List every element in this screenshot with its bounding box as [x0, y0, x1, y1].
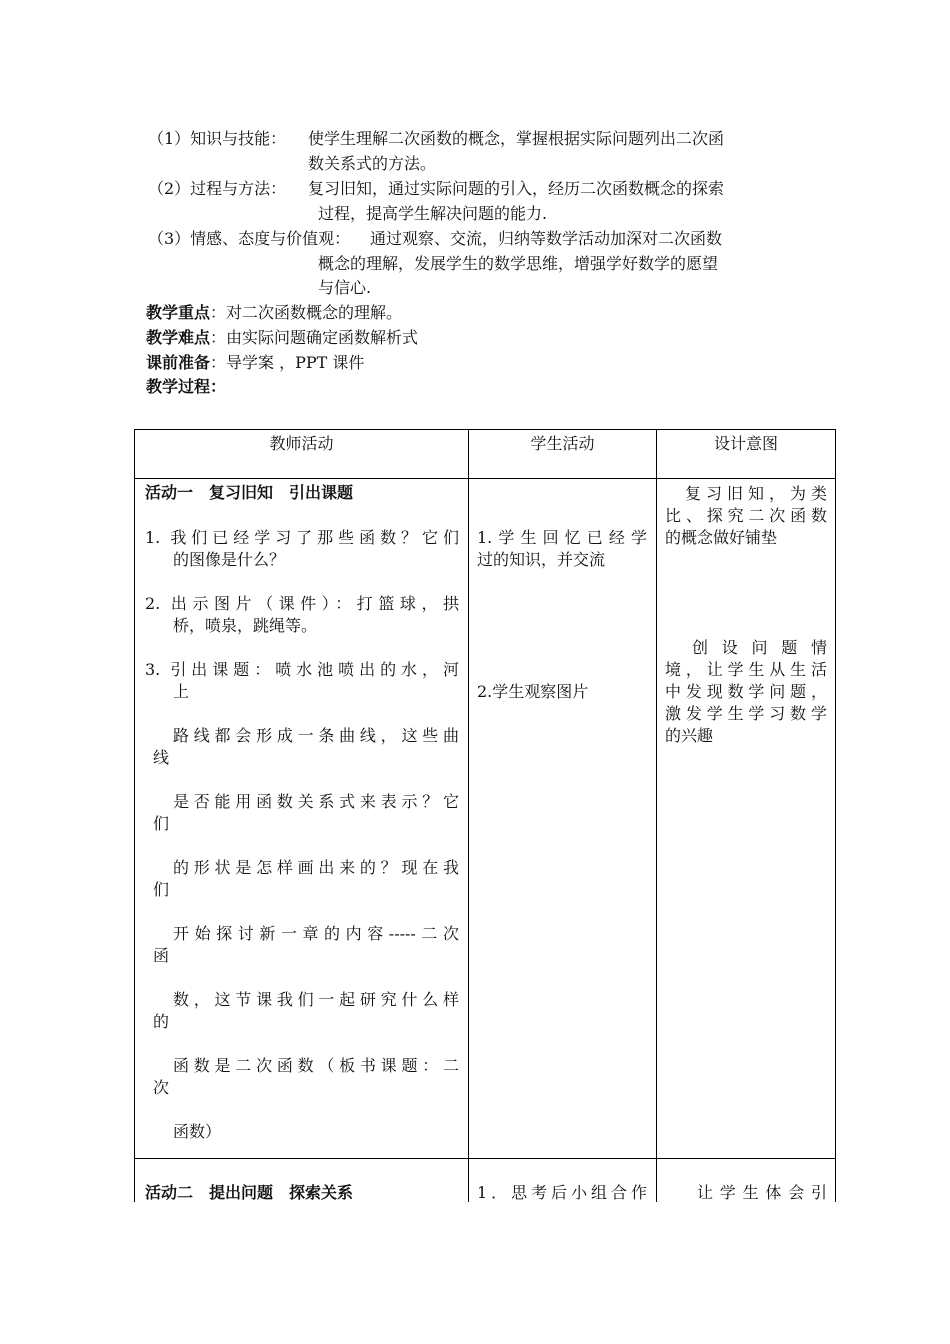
- teaching-difficulty: [146, 327, 418, 349]
- activity-1-para-7: 函数）: [173, 1122, 222, 1141]
- objective-2-line2: 过程，提高学生解决问题的能力.: [318, 204, 548, 223]
- student-activity-2: 2.学生观察图片: [477, 682, 589, 701]
- activity-1-para-5-line1: 数，这节课我们一起研究什么样: [173, 990, 459, 1009]
- activity-1-para-6-line2: 次: [153, 1078, 170, 1097]
- activity-1-item-1-line1: 1. 我们已经学习了那些函数？它们: [145, 528, 459, 547]
- student-activity-1-line1: 1.学生回忆已经学: [477, 528, 647, 547]
- header-design-intent: 设计意图: [713, 434, 778, 453]
- design-intent-2-line5: 的兴趣: [665, 726, 714, 745]
- design-intent-2-line4: 激发学生学习数学: [665, 704, 827, 723]
- objective-1-label: （1）知识与技能：: [148, 129, 287, 148]
- student-activity-row2-1: 1．思考后小组合作: [477, 1183, 647, 1202]
- teaching-difficulty-value: ：由实际问题确定函数解析式: [210, 328, 419, 347]
- objective-3-line3: 与信心.: [318, 278, 372, 297]
- header-teacher-activity: 教师活动: [269, 434, 334, 453]
- design-intent-2-line1: 创设问题情: [692, 638, 827, 657]
- design-intent-1-line2: 比、探究二次函数: [665, 506, 827, 525]
- lesson-table: [134, 429, 836, 1202]
- activity-1-para-4-line1: 开始探讨新一章的内容-----二次: [173, 924, 459, 943]
- activity-1-para-2-line1: 是否能用函数关系式来表示？它: [173, 792, 459, 811]
- objective-1-line2: 数关系式的方法。: [308, 154, 437, 173]
- teaching-focus-label: 教学重点: [146, 303, 211, 322]
- activity-1-item-2-line2: 桥，喷泉，跳绳等。: [173, 616, 318, 635]
- activity-1-para-1-line1: 路线都会形成一条曲线，这些曲: [173, 726, 459, 745]
- header-student-activity: 学生活动: [530, 434, 595, 453]
- column-divider-1: [468, 430, 469, 1202]
- activity-1-para-1-line2: 线: [153, 748, 170, 767]
- row-divider: [135, 1158, 835, 1159]
- student-activity-1-line2: 过的知识，并交流: [477, 550, 606, 569]
- activity-2-title: 活动二 提出问题 探索关系: [145, 1183, 354, 1202]
- objective-2-label: （2）过程与方法：: [148, 179, 287, 198]
- activity-1-para-5-line2: 的: [153, 1012, 170, 1031]
- activity-1-para-4-line2: 函: [153, 946, 170, 965]
- column-divider-2: [656, 430, 657, 1202]
- design-intent-2-line2: 境，让学生从生活: [665, 660, 827, 679]
- design-intent-1-line1: 复习旧知，为类: [685, 484, 827, 503]
- activity-1-item-2-line1: 2. 出示图片（课件）：打篮球，拱: [145, 594, 459, 613]
- class-preparation: [146, 352, 364, 374]
- objective-1-line1: 使学生理解二次函数的概念，掌握根据实际问题列出二次函: [308, 129, 725, 148]
- activity-1-para-2-line2: 们: [153, 814, 170, 833]
- activity-1-para-3-line2: 们: [153, 880, 170, 899]
- design-intent-2-line3: 中发现数学问题，: [665, 682, 827, 701]
- teaching-focus-value: ：对二次函数概念的理解。: [210, 303, 403, 322]
- design-intent-1-line3: 的概念做好铺垫: [665, 528, 778, 547]
- activity-1-title: 活动一 复习旧知 引出课题: [145, 483, 354, 502]
- activity-1-item-3-line1: 3. 引出课题：喷水池喷出的水，河: [145, 660, 459, 679]
- header-divider: [135, 478, 835, 479]
- activity-1-item-3-line2: 上: [173, 682, 190, 701]
- design-intent-row2-1: 让学生体会引: [697, 1183, 827, 1202]
- teaching-process-heading: 教学过程：: [146, 377, 227, 396]
- objective-2-line1: 复习旧知，通过实际问题的引入，经历二次函数概念的探索: [308, 179, 725, 198]
- activity-1-item-1-line2: 的图像是什么？: [173, 550, 286, 569]
- objective-3-line2: 概念的理解，发展学生的数学思维，增强学好数学的愿望: [318, 254, 719, 273]
- class-preparation-value: ：导学案 ，PPT 课件: [210, 353, 365, 372]
- teaching-difficulty-label: 教学难点: [146, 328, 211, 347]
- objective-3-label: （3）情感、态度与价值观：: [148, 229, 351, 248]
- teaching-focus: [146, 302, 402, 324]
- activity-1-para-3-line1: 的形状是怎样画出来的？现在我: [173, 858, 459, 877]
- class-preparation-label: 课前准备: [146, 353, 211, 372]
- objective-3-line1: 通过观察、交流，归纳等数学活动加深对二次函数: [370, 229, 723, 248]
- activity-1-para-6-line1: 函数是二次函数（板书课题：二: [173, 1056, 459, 1075]
